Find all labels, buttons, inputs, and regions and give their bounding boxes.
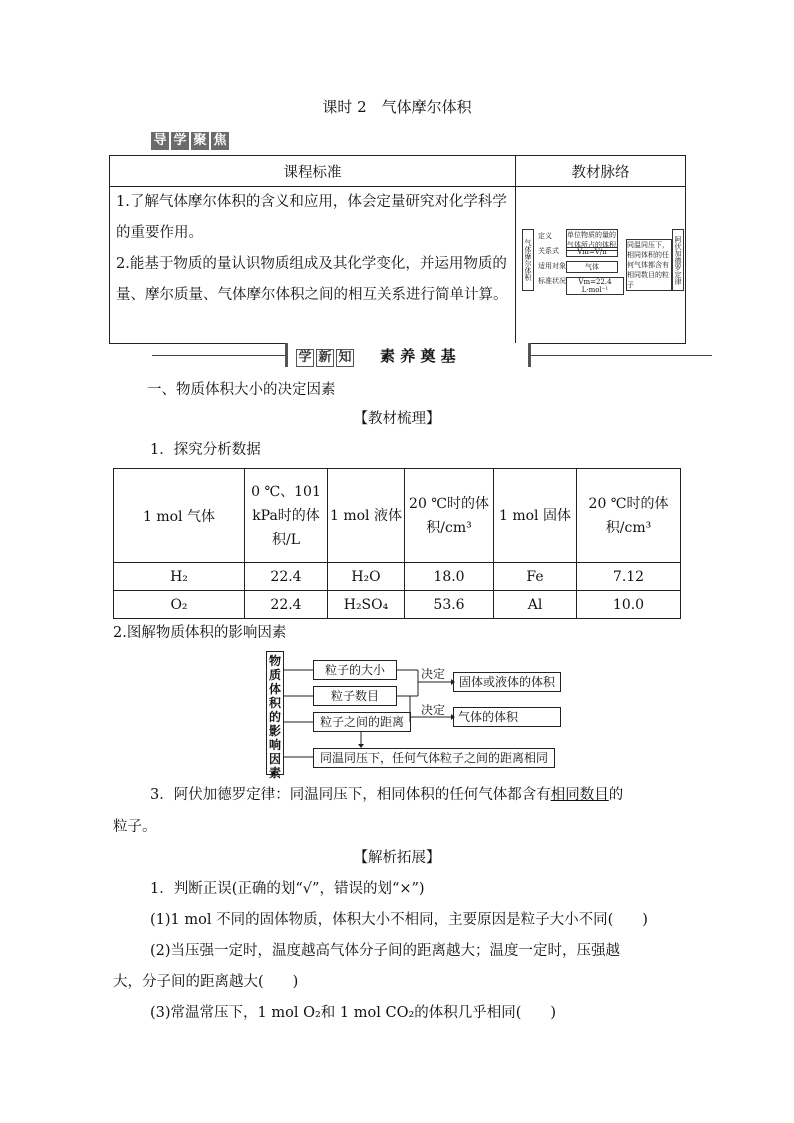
table-cell: H₂O: [328, 563, 405, 591]
section-heading: 一、物质体积大小的决定因素: [147, 382, 336, 398]
table-cell: 53.6: [405, 591, 494, 619]
table-cell: 22.4: [245, 591, 328, 619]
diagram-connectors: [266, 651, 566, 775]
table-header: 20 ℃时的体积/cm³: [577, 469, 681, 563]
outline-box: Vm=V/n: [566, 247, 618, 257]
standards-table: [109, 155, 686, 344]
data-table: [113, 468, 681, 619]
banner-tag: 知: [336, 349, 354, 367]
standards-cell: [110, 187, 516, 344]
factor-box: 粒子数目: [313, 686, 397, 706]
table-cell: Fe: [494, 563, 577, 591]
bottom-box: 同温同压下，任何气体粒子之间的距离相同: [313, 748, 555, 768]
guide-tag: 学: [171, 132, 189, 150]
decide-label: 决定: [421, 667, 446, 681]
standard-item-2: 2.能基于物质的量认识物质组成及其化学变化，并运用物质的量、摩尔质量、气体摩尔体积之间的相互关系进行简单计算。: [116, 256, 508, 303]
guide-tag-group: [151, 129, 231, 150]
result-box: 气体的体积: [453, 707, 561, 727]
outline-right-label: 阿伏加德罗定律: [672, 229, 684, 291]
outline-middle: 同温同压下，相同体积的任何气体都含有相同数目的粒子: [626, 239, 672, 291]
law-prefix: 3．阿伏加德罗定律：同温同压下，相同体积的任何气体都含有: [150, 787, 551, 803]
guide-tag: 聚: [191, 132, 209, 150]
standard-item-1: 1.了解气体摩尔体积的含义和应用，体会定量研究对化学科学的重要作用。: [116, 194, 507, 241]
table-header: 1 mol 液体: [328, 469, 405, 563]
banner-tag: 学: [296, 349, 314, 367]
page-title: 课时 2 气体摩尔体积: [322, 98, 472, 116]
law-suffix: 的: [608, 787, 624, 803]
table-header: 1 mol 固体: [494, 469, 577, 563]
factor-diagram: [266, 651, 566, 780]
table-cell: Al: [494, 591, 577, 619]
table-header: 1 mol 气体: [114, 469, 245, 563]
subheading: 【教材梳理】: [353, 411, 441, 427]
law-line: [150, 779, 623, 811]
decide-label: 决定: [421, 703, 446, 717]
question-2-line-1: (2)当压强一定时，温度越高气体分子间的距离越大；温度一定时，压强越: [150, 943, 621, 959]
table-cell: H₂SO₄: [328, 591, 405, 619]
item-heading: 2.图解物质体积的影响因素: [113, 625, 287, 641]
outline-box: Vm=22.4 L·mol⁻¹: [566, 277, 624, 295]
outline-diagram: [522, 229, 682, 294]
table-cell: O₂: [114, 591, 245, 619]
factor-box: 粒子之间的距离: [313, 712, 411, 732]
question-3: (3)常温常压下，1 mol O₂和 1 mol CO₂的体积几乎相同( ): [150, 1005, 557, 1021]
section-banner: [285, 343, 531, 367]
table-row: [114, 591, 681, 619]
table-cell: 7.12: [577, 563, 681, 591]
guide-tag: 导: [151, 132, 169, 150]
table-header: 20 ℃时的体积/cm³: [405, 469, 494, 563]
table-cell: 18.0: [405, 563, 494, 591]
outline-left-label: 气体摩尔体积: [522, 229, 534, 291]
outline-header: 教材脉络: [516, 156, 686, 187]
guide-tag: 焦: [211, 132, 229, 150]
table-header: 0 ℃、101 kPa时的体积/L: [245, 469, 328, 563]
outline-diagram-cell: [516, 187, 686, 344]
subheading: 【解析拓展】: [353, 850, 441, 866]
table-cell: H₂: [114, 563, 245, 591]
outline-box: 单位物质的量的气体所占的体积: [567, 231, 616, 249]
outline-box: 气体: [566, 261, 618, 273]
result-box: 固体或液体的体积: [453, 672, 561, 692]
law-underlined: 相同数目: [550, 787, 609, 803]
question-2-line-2: 大，分子间的距离越大( ): [113, 974, 299, 990]
standards-header: 课程标准: [110, 156, 516, 187]
item-heading: 1．探究分析数据: [150, 442, 261, 458]
outline-label: 关系式: [538, 247, 559, 255]
factor-box: 粒子的大小: [313, 660, 397, 680]
banner-tag: 新: [316, 349, 334, 367]
judge-heading: 1．判断正误(正确的划“√”，错误的划“×”): [150, 881, 425, 897]
law-line-2: 粒子。: [113, 819, 157, 835]
factor-left-label: 物质体积的影响因素: [266, 651, 284, 775]
table-cell: 22.4: [245, 563, 328, 591]
outline-label: 适用对象: [538, 262, 566, 270]
outline-label: 标准状况: [538, 277, 566, 285]
question-1: (1)1 mol 不同的固体物质，体积大小不相同，主要原因是粒子大小不同( ): [150, 912, 648, 928]
outline-label: 定义: [538, 232, 552, 240]
table-cell: 10.0: [577, 591, 681, 619]
banner-text: 素 养 奠 基: [380, 347, 456, 365]
table-row: [114, 563, 681, 591]
